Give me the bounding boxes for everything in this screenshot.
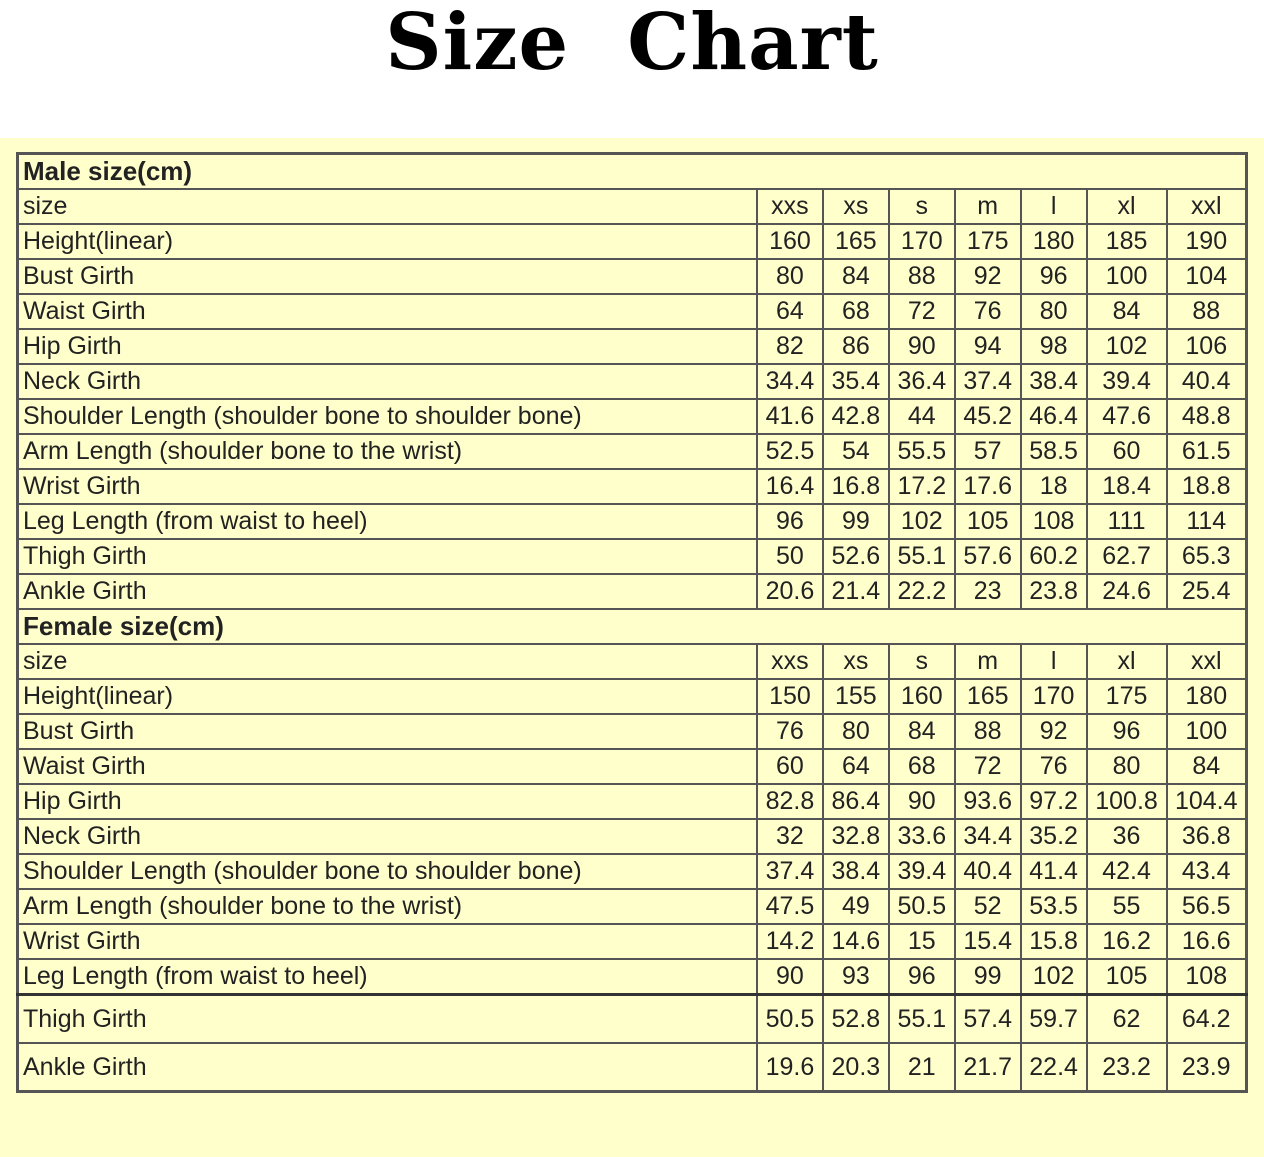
measurement-value: 17.6 — [955, 469, 1021, 504]
measurement-value: 36.4 — [889, 364, 955, 399]
size-header-label: size — [18, 644, 757, 679]
measurement-value: 82 — [757, 329, 823, 364]
measurement-value: 84 — [1167, 749, 1247, 784]
measurement-value: 35.4 — [823, 364, 889, 399]
measurement-value: 16.4 — [757, 469, 823, 504]
measurement-value: 47.5 — [757, 889, 823, 924]
measurement-label: Height(linear) — [18, 224, 757, 259]
measurement-value: 82.8 — [757, 784, 823, 819]
measurement-value: 165 — [955, 679, 1021, 714]
measurement-value: 58.5 — [1021, 434, 1087, 469]
measurement-value: 92 — [1021, 714, 1087, 749]
size-header-cell: xs — [823, 644, 889, 679]
measurement-label: Thigh Girth — [18, 539, 757, 574]
measurement-value: 105 — [1087, 959, 1167, 995]
measurement-value: 180 — [1021, 224, 1087, 259]
measurement-label: Bust Girth — [18, 714, 757, 749]
measurement-label: Neck Girth — [18, 819, 757, 854]
measurement-value: 52 — [955, 889, 1021, 924]
measurement-value: 92 — [955, 259, 1021, 294]
size-header-cell: s — [889, 644, 955, 679]
measurement-value: 80 — [1087, 749, 1167, 784]
measurement-row — [18, 294, 1247, 329]
measurement-value: 57.4 — [955, 995, 1021, 1044]
measurement-value: 23.9 — [1167, 1043, 1247, 1092]
measurement-value: 41.4 — [1021, 854, 1087, 889]
measurement-value: 16.8 — [823, 469, 889, 504]
measurement-label: Hip Girth — [18, 329, 757, 364]
measurement-value: 68 — [823, 294, 889, 329]
measurement-row — [18, 434, 1247, 469]
section-heading-row — [18, 609, 1247, 644]
measurement-value: 64.2 — [1167, 995, 1247, 1044]
measurement-value: 55.1 — [889, 995, 955, 1044]
measurement-value: 93 — [823, 959, 889, 995]
measurement-value: 175 — [955, 224, 1021, 259]
measurement-value: 102 — [889, 504, 955, 539]
measurement-value: 100.8 — [1087, 784, 1167, 819]
measurement-value: 43.4 — [1167, 854, 1247, 889]
measurement-value: 23.2 — [1087, 1043, 1167, 1092]
measurement-value: 20.6 — [757, 574, 823, 609]
measurement-value: 86 — [823, 329, 889, 364]
measurement-value: 37.4 — [955, 364, 1021, 399]
measurement-value: 190 — [1167, 224, 1247, 259]
measurement-value: 96 — [1021, 259, 1087, 294]
measurement-value: 93.6 — [955, 784, 1021, 819]
measurement-value: 55.1 — [889, 539, 955, 574]
measurement-value: 35.2 — [1021, 819, 1087, 854]
measurement-label: Shoulder Length (shoulder bone to shoulder bone) — [18, 854, 757, 889]
size-chart-panel — [0, 138, 1264, 1157]
measurement-label: Neck Girth — [18, 364, 757, 399]
measurement-value: 18 — [1021, 469, 1087, 504]
measurement-value: 68 — [889, 749, 955, 784]
measurement-value: 50.5 — [757, 995, 823, 1044]
size-header-cell: xl — [1087, 189, 1167, 224]
measurement-row — [18, 399, 1247, 434]
measurement-value: 46.4 — [1021, 399, 1087, 434]
measurement-row — [18, 749, 1247, 784]
size-header-label: size — [18, 189, 757, 224]
size-header-cell: xs — [823, 189, 889, 224]
measurement-value: 98 — [1021, 329, 1087, 364]
measurement-row — [18, 959, 1247, 995]
measurement-value: 23 — [955, 574, 1021, 609]
measurement-value: 34.4 — [955, 819, 1021, 854]
measurement-value: 60 — [1087, 434, 1167, 469]
measurement-label: Ankle Girth — [18, 574, 757, 609]
measurement-label: Height(linear) — [18, 679, 757, 714]
measurement-value: 20.3 — [823, 1043, 889, 1092]
measurement-value: 62 — [1087, 995, 1167, 1044]
measurement-row — [18, 784, 1247, 819]
measurement-value: 108 — [1167, 959, 1247, 995]
measurement-row — [18, 329, 1247, 364]
measurement-value: 50.5 — [889, 889, 955, 924]
size-header-row — [18, 189, 1247, 224]
measurement-value: 59.7 — [1021, 995, 1087, 1044]
measurement-row — [18, 854, 1247, 889]
measurement-value: 155 — [823, 679, 889, 714]
measurement-value: 94 — [955, 329, 1021, 364]
measurement-row — [18, 1043, 1247, 1092]
measurement-label: Leg Length (from waist to heel) — [18, 504, 757, 539]
measurement-value: 54 — [823, 434, 889, 469]
measurement-value: 170 — [889, 224, 955, 259]
measurement-value: 104.4 — [1167, 784, 1247, 819]
size-header-cell: xxs — [757, 189, 823, 224]
measurement-value: 165 — [823, 224, 889, 259]
measurement-value: 80 — [757, 259, 823, 294]
size-header-row — [18, 644, 1247, 679]
measurement-value: 38.4 — [823, 854, 889, 889]
measurement-value: 56.5 — [1167, 889, 1247, 924]
measurement-value: 45.2 — [955, 399, 1021, 434]
size-header-cell: s — [889, 189, 955, 224]
measurement-value: 24.6 — [1087, 574, 1167, 609]
measurement-value: 96 — [889, 959, 955, 995]
measurement-value: 76 — [955, 294, 1021, 329]
section-heading: Male size(cm) — [18, 154, 1247, 190]
measurement-value: 40.4 — [1167, 364, 1247, 399]
measurement-value: 100 — [1167, 714, 1247, 749]
measurement-label: Ankle Girth — [18, 1043, 757, 1092]
measurement-value: 150 — [757, 679, 823, 714]
measurement-value: 32.8 — [823, 819, 889, 854]
measurement-value: 114 — [1167, 504, 1247, 539]
measurement-value: 42.8 — [823, 399, 889, 434]
measurement-value: 15.4 — [955, 924, 1021, 959]
measurement-value: 16.2 — [1087, 924, 1167, 959]
measurement-row — [18, 539, 1247, 574]
measurement-value: 90 — [889, 329, 955, 364]
measurement-row — [18, 504, 1247, 539]
measurement-label: Wrist Girth — [18, 469, 757, 504]
measurement-row — [18, 714, 1247, 749]
measurement-value: 15.8 — [1021, 924, 1087, 959]
measurement-value: 97.2 — [1021, 784, 1087, 819]
measurement-value: 88 — [1167, 294, 1247, 329]
measurement-value: 64 — [823, 749, 889, 784]
measurement-value: 60 — [757, 749, 823, 784]
measurement-value: 62.7 — [1087, 539, 1167, 574]
measurement-value: 14.6 — [823, 924, 889, 959]
measurement-value: 19.6 — [757, 1043, 823, 1092]
measurement-value: 102 — [1021, 959, 1087, 995]
measurement-row — [18, 819, 1247, 854]
measurement-value: 60.2 — [1021, 539, 1087, 574]
measurement-value: 96 — [757, 504, 823, 539]
measurement-label: Waist Girth — [18, 294, 757, 329]
measurement-value: 57.6 — [955, 539, 1021, 574]
measurement-value: 18.4 — [1087, 469, 1167, 504]
measurement-value: 42.4 — [1087, 854, 1167, 889]
measurement-value: 44 — [889, 399, 955, 434]
measurement-value: 111 — [1087, 504, 1167, 539]
measurement-row — [18, 224, 1247, 259]
measurement-label: Leg Length (from waist to heel) — [18, 959, 757, 995]
size-header-cell: xxs — [757, 644, 823, 679]
measurement-value: 49 — [823, 889, 889, 924]
measurement-value: 21.4 — [823, 574, 889, 609]
measurement-value: 17.2 — [889, 469, 955, 504]
measurement-value: 52.5 — [757, 434, 823, 469]
measurement-value: 84 — [889, 714, 955, 749]
measurement-label: Thigh Girth — [18, 995, 757, 1044]
measurement-value: 76 — [757, 714, 823, 749]
measurement-value: 80 — [823, 714, 889, 749]
measurement-value: 25.4 — [1167, 574, 1247, 609]
measurement-value: 36 — [1087, 819, 1167, 854]
measurement-value: 36.8 — [1167, 819, 1247, 854]
measurement-label: Hip Girth — [18, 784, 757, 819]
measurement-value: 38.4 — [1021, 364, 1087, 399]
measurement-value: 15 — [889, 924, 955, 959]
section-heading: Female size(cm) — [18, 609, 1247, 644]
measurement-value: 99 — [823, 504, 889, 539]
size-header-cell: xxl — [1167, 189, 1247, 224]
measurement-value: 160 — [757, 224, 823, 259]
measurement-value: 22.2 — [889, 574, 955, 609]
measurement-value: 65.3 — [1167, 539, 1247, 574]
section-heading-row — [18, 154, 1247, 190]
measurement-value: 88 — [889, 259, 955, 294]
measurement-value: 84 — [823, 259, 889, 294]
size-header-cell: l — [1021, 644, 1087, 679]
measurement-value: 106 — [1167, 329, 1247, 364]
measurement-value: 48.8 — [1167, 399, 1247, 434]
measurement-value: 72 — [955, 749, 1021, 784]
size-header-cell: l — [1021, 189, 1087, 224]
measurement-value: 52.6 — [823, 539, 889, 574]
measurement-label: Shoulder Length (shoulder bone to shoulder bone) — [18, 399, 757, 434]
measurement-value: 14.2 — [757, 924, 823, 959]
measurement-value: 21 — [889, 1043, 955, 1092]
size-header-cell: xxl — [1167, 644, 1247, 679]
measurement-value: 21.7 — [955, 1043, 1021, 1092]
measurement-row — [18, 259, 1247, 294]
measurement-value: 175 — [1087, 679, 1167, 714]
measurement-row — [18, 924, 1247, 959]
measurement-value: 37.4 — [757, 854, 823, 889]
measurement-value: 99 — [955, 959, 1021, 995]
measurement-value: 40.4 — [955, 854, 1021, 889]
measurement-value: 16.6 — [1167, 924, 1247, 959]
measurement-row — [18, 364, 1247, 399]
measurement-value: 57 — [955, 434, 1021, 469]
measurement-value: 76 — [1021, 749, 1087, 784]
measurement-value: 55.5 — [889, 434, 955, 469]
measurement-row — [18, 995, 1247, 1044]
measurement-label: Waist Girth — [18, 749, 757, 784]
measurement-value: 53.5 — [1021, 889, 1087, 924]
measurement-value: 100 — [1087, 259, 1167, 294]
measurement-value: 32 — [757, 819, 823, 854]
measurement-value: 104 — [1167, 259, 1247, 294]
measurement-value: 90 — [889, 784, 955, 819]
measurement-value: 86.4 — [823, 784, 889, 819]
measurement-value: 72 — [889, 294, 955, 329]
measurement-value: 47.6 — [1087, 399, 1167, 434]
measurement-row — [18, 574, 1247, 609]
measurement-value: 84 — [1087, 294, 1167, 329]
measurement-value: 22.4 — [1021, 1043, 1087, 1092]
measurement-value: 39.4 — [1087, 364, 1167, 399]
measurement-value: 185 — [1087, 224, 1167, 259]
measurement-value: 105 — [955, 504, 1021, 539]
measurement-row — [18, 889, 1247, 924]
measurement-value: 18.8 — [1167, 469, 1247, 504]
measurement-value: 88 — [955, 714, 1021, 749]
measurement-value: 108 — [1021, 504, 1087, 539]
measurement-value: 170 — [1021, 679, 1087, 714]
page-title: Size Chart — [385, 0, 879, 88]
measurement-label: Arm Length (shoulder bone to the wrist) — [18, 434, 757, 469]
measurement-value: 50 — [757, 539, 823, 574]
measurement-value: 55 — [1087, 889, 1167, 924]
measurement-value: 33.6 — [889, 819, 955, 854]
size-table — [16, 152, 1248, 1093]
measurement-value: 96 — [1087, 714, 1167, 749]
size-header-cell: xl — [1087, 644, 1167, 679]
measurement-label: Arm Length (shoulder bone to the wrist) — [18, 889, 757, 924]
measurement-value: 34.4 — [757, 364, 823, 399]
measurement-value: 52.8 — [823, 995, 889, 1044]
measurement-value: 39.4 — [889, 854, 955, 889]
size-header-cell: m — [955, 189, 1021, 224]
measurement-value: 180 — [1167, 679, 1247, 714]
measurement-value: 23.8 — [1021, 574, 1087, 609]
measurement-value: 102 — [1087, 329, 1167, 364]
measurement-value: 61.5 — [1167, 434, 1247, 469]
measurement-row — [18, 469, 1247, 504]
measurement-label: Wrist Girth — [18, 924, 757, 959]
measurement-value: 64 — [757, 294, 823, 329]
measurement-value: 160 — [889, 679, 955, 714]
measurement-row — [18, 679, 1247, 714]
measurement-value: 41.6 — [757, 399, 823, 434]
measurement-value: 90 — [757, 959, 823, 995]
measurement-label: Bust Girth — [18, 259, 757, 294]
measurement-value: 80 — [1021, 294, 1087, 329]
size-header-cell: m — [955, 644, 1021, 679]
